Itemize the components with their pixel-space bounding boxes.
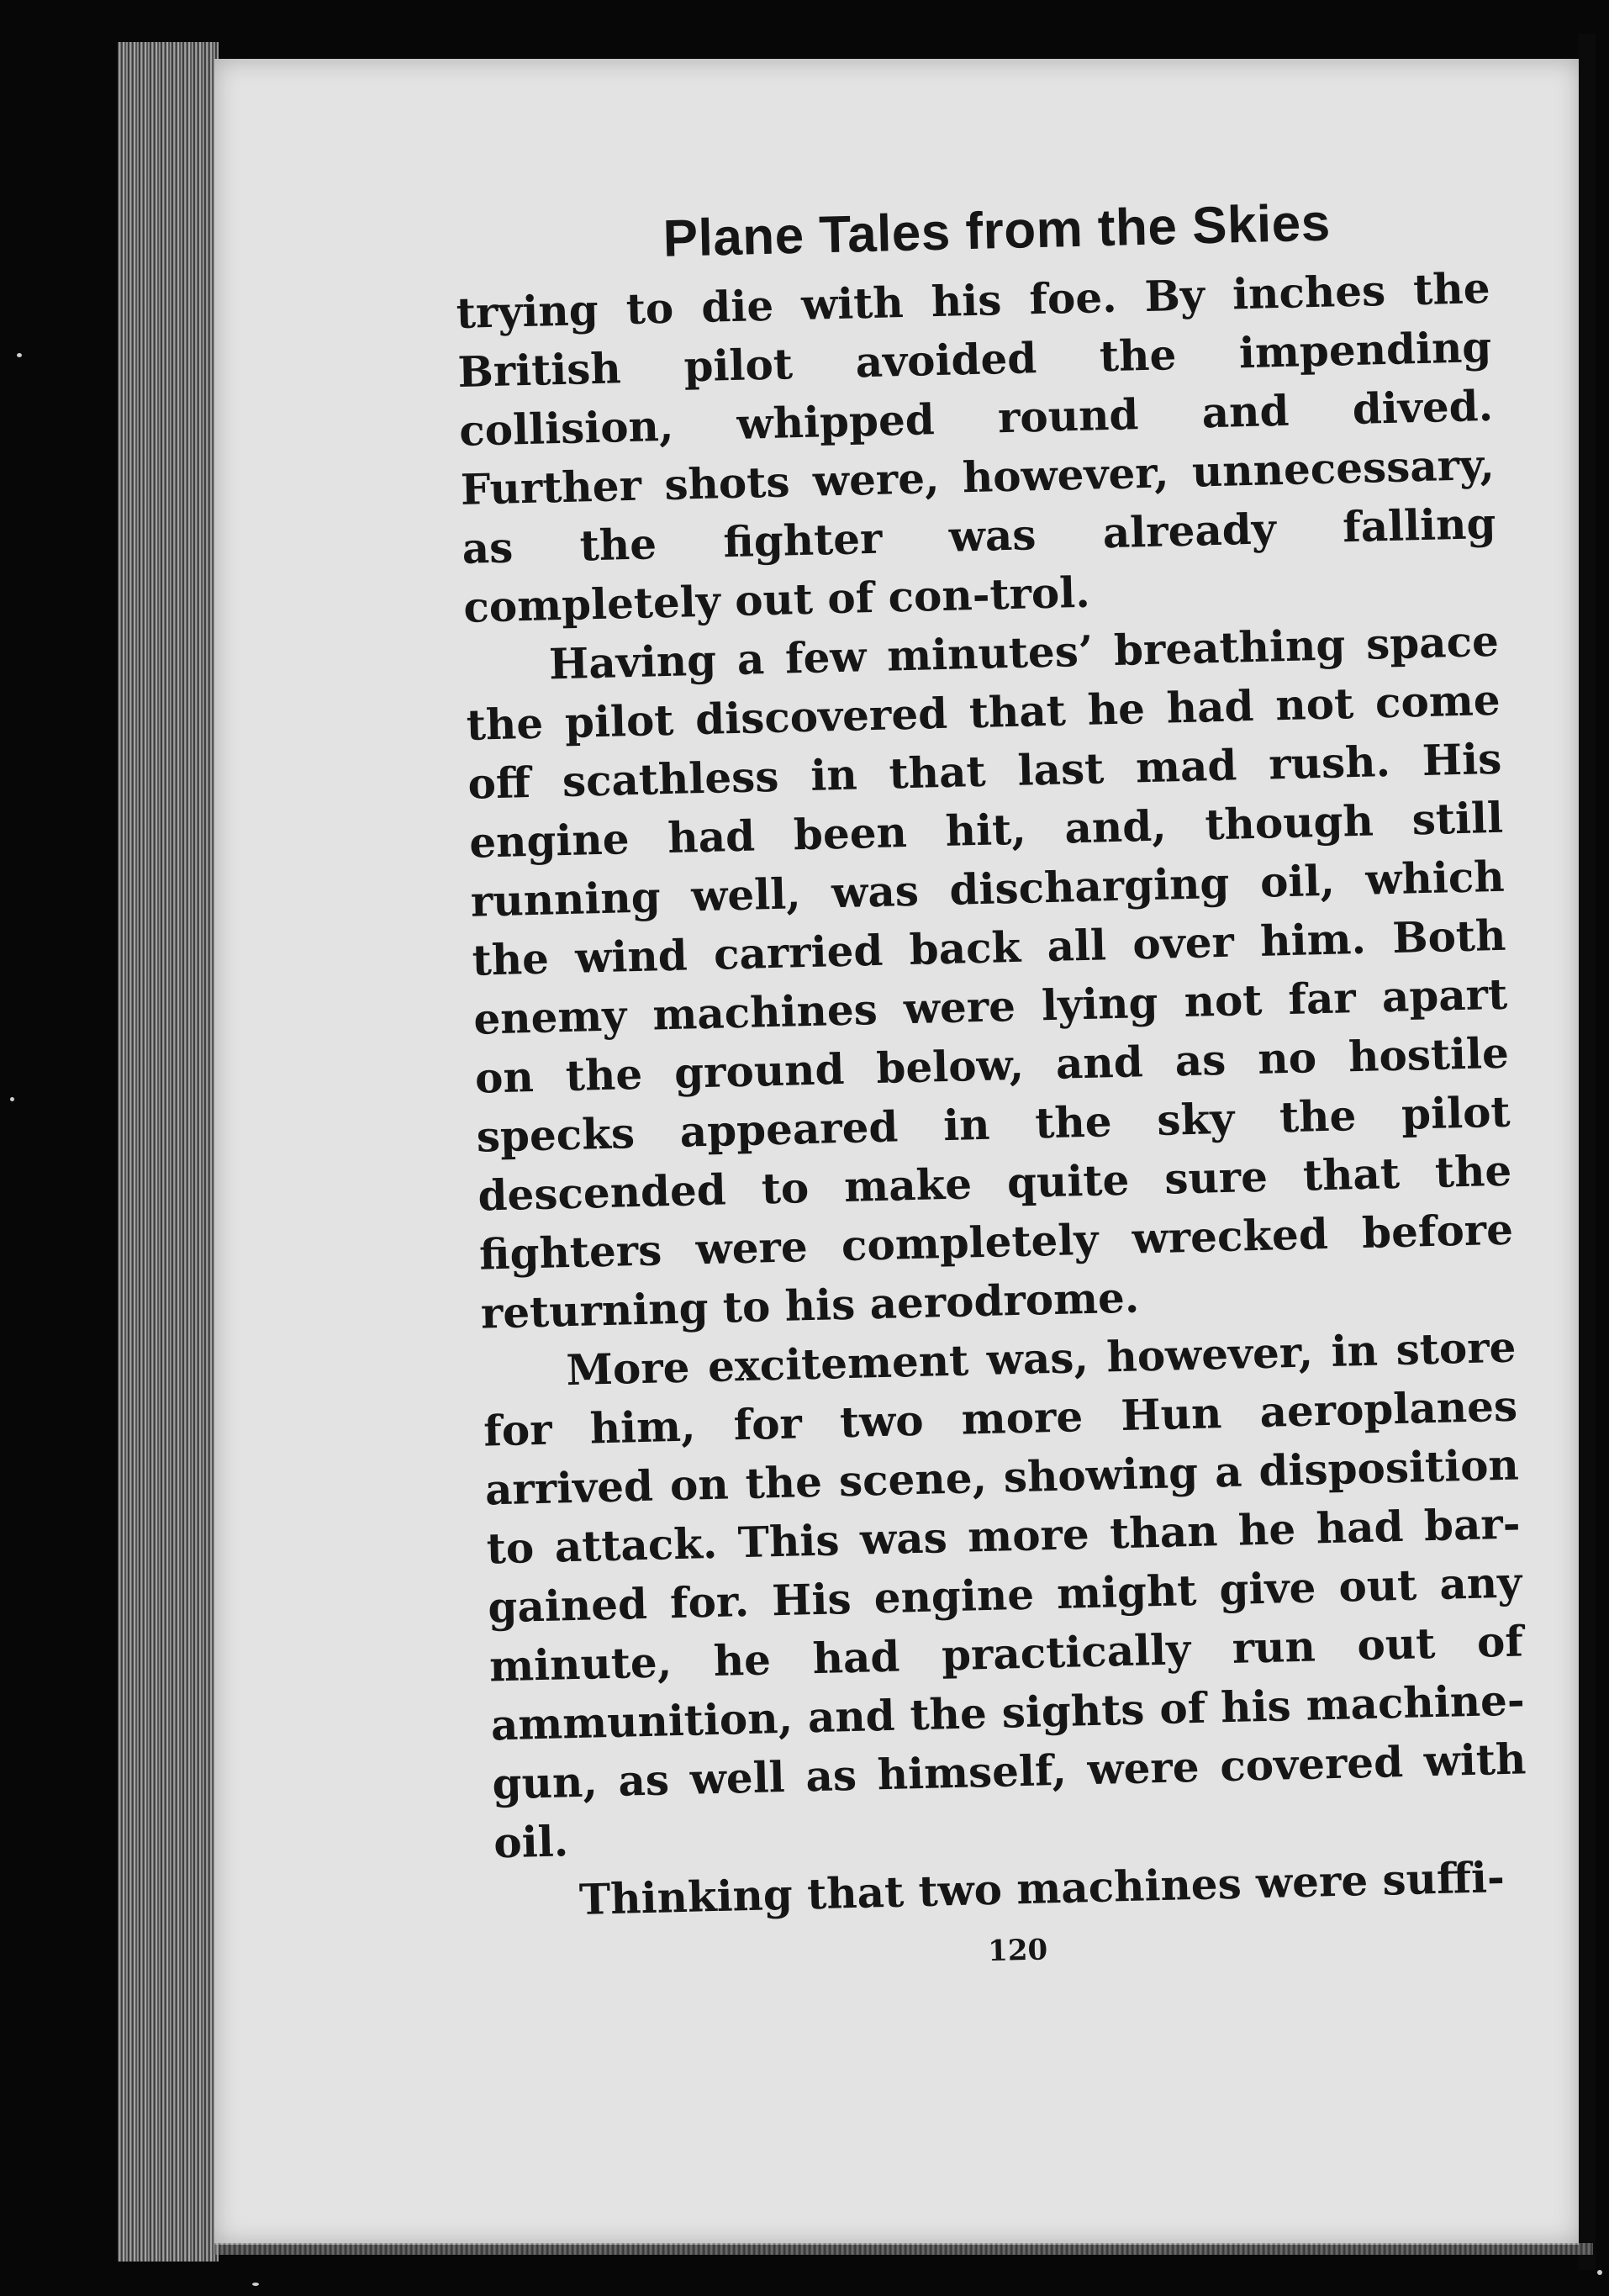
paragraph: More excitement was, however, in store for him, for two more Hun aeroplanes arrived on the scene, showing a disposition to attack. This was more than he had bar-gained for. His engine might give out any minute, he had practically run out of ammunition, and the sights of his machine-gun, as well as himself, were covered with oil. (483, 1322, 1527, 1868)
paragraph: Thinking that two machines were suffi- (578, 1852, 1506, 1924)
book-bottom-edge (214, 2243, 1593, 2255)
scan-speck (1597, 2270, 1602, 2275)
paragraph: trying to die with his foe. By inches the British pilot avoided the impending collision, whipped round and dived. Further shots were, however, unnecessary, as the fighter was already falling completely out of con-trol. (456, 262, 1497, 632)
page-text-block (454, 189, 1531, 1980)
scan-speck (252, 2283, 259, 2286)
book-cover-edge (1579, 34, 1596, 2270)
page-number: 120 (987, 1933, 1048, 1969)
paragraph: Having a few minutes’ breathing space the pilot discovered that he had not come off scathless in that last mad rush. His engine had been hit, and, though still running well, was discharging oil, which the wind carried back all over him. Both enemy machines were lying not far apart on the ground below, and as no hostile specks appeared in the sky the pilot descended to make quite sure that the fighters were completely wrecked before returning to his aerodrome. (466, 615, 1514, 1338)
running-head: Plane Tales from the Skies (662, 193, 1332, 268)
scan-speck (17, 353, 22, 357)
book-page-edges (118, 42, 219, 2262)
scan-speck (10, 1097, 14, 1101)
